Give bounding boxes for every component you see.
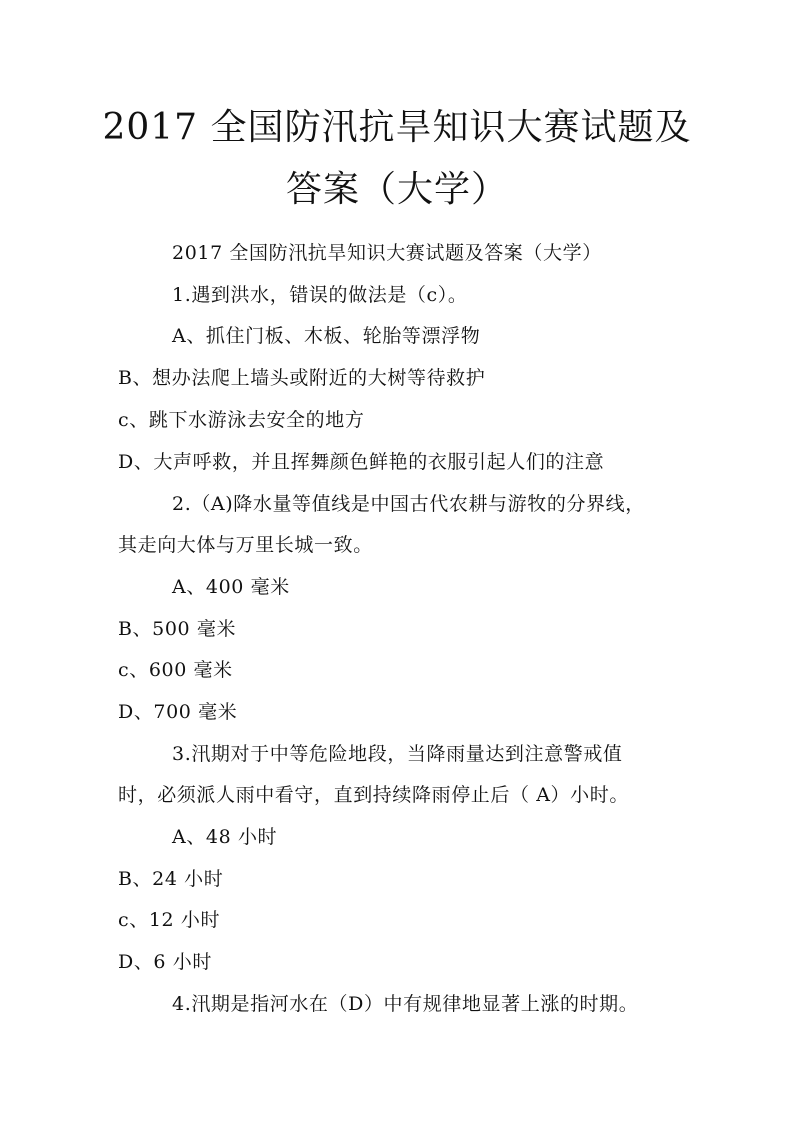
document-title-line-2: 答案（大学） — [285, 169, 508, 210]
question-2-option-c: c、600 毫米 — [118, 659, 233, 681]
question-1: 1.遇到洪水，错误的做法是（c）。 — [172, 284, 468, 306]
question-2-line-1: 2.（A)降水量等值线是中国古代农耕与游牧的分界线， — [172, 493, 645, 515]
question-3-option-c: c、12 小时 — [118, 909, 221, 931]
question-3-option-d: D、6 小时 — [118, 951, 212, 973]
question-1-option-a: A、抓住门板、木板、轮胎等漂浮物 — [172, 325, 481, 347]
question-2-option-a: A、400 毫米 — [172, 576, 290, 598]
question-1-option-c: c、跳下水游泳去安全的地方 — [118, 409, 365, 431]
question-1-option-b: B、想办法爬上墙头或附近的大树等待救护 — [118, 367, 486, 389]
question-3-option-b: B、24 小时 — [118, 868, 224, 890]
question-2-option-b: B、500 毫米 — [118, 618, 237, 640]
question-1-option-d: D、大声呼救，并且挥舞颜色鲜艳的衣服引起人们的注意 — [118, 451, 605, 473]
question-4-line-1: 4.汛期是指河水在（D）中有规律地显著上涨的时期。 — [172, 993, 639, 1015]
question-2-line-2: 其走向大体与万里长城一致。 — [118, 534, 373, 556]
question-3-line-1: 3.汛期对于中等危险地段，当降雨量达到注意警戒值 — [172, 743, 623, 765]
question-2-option-d: D、700 毫米 — [118, 701, 238, 723]
document-title-line-1: 2017 全国防汛抗旱知识大赛试题及 — [102, 107, 692, 148]
question-3-line-2: 时，必须派人雨中看守，直到持续降雨停止后（ A）小时。 — [118, 784, 629, 806]
intro-title-line: 2017 全国防汛抗旱知识大赛试题及答案（大学） — [172, 242, 602, 264]
question-3-option-a: A、48 小时 — [172, 826, 278, 848]
